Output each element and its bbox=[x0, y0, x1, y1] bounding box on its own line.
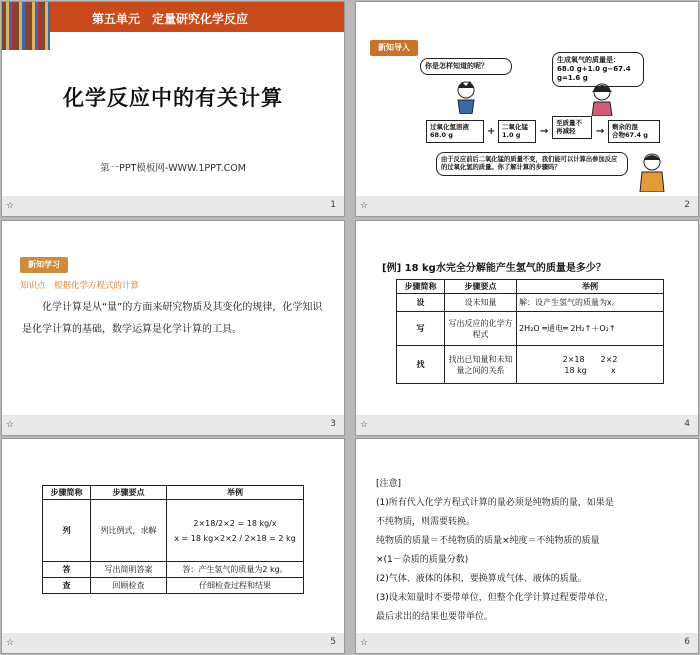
slide-number: 1 bbox=[330, 200, 336, 210]
plus-sign: + bbox=[487, 126, 496, 137]
slide-title: 化学反应中的有关计算 bbox=[63, 86, 283, 110]
box3-line1: 至质量不 bbox=[556, 119, 582, 127]
star-icon[interactable]: ☆ bbox=[360, 201, 369, 211]
slide-1-canvas bbox=[2, 2, 344, 196]
note-line: 最后求出的结果也要带单位。 bbox=[376, 612, 494, 622]
star-icon[interactable]: ☆ bbox=[360, 420, 369, 430]
table-header-row bbox=[43, 486, 304, 500]
header-cell: 步骤要点 bbox=[445, 280, 517, 294]
header-cell: 步骤简称 bbox=[43, 486, 91, 500]
table-row bbox=[43, 578, 304, 594]
slide-3-canvas bbox=[2, 221, 344, 415]
note-line: (3)设未知量时不要带单位，但整个化学计算过程要带单位， bbox=[376, 593, 614, 603]
steps-table bbox=[42, 485, 304, 594]
note-line: (1)所有代入化学方程式计算的量必须是纯物质的量，如果是 bbox=[376, 498, 614, 508]
relation-line-2: 18 kg x bbox=[564, 365, 616, 375]
student-right-figure bbox=[584, 82, 620, 116]
bubble-right-line-1: 生成氧气的质量是： bbox=[557, 56, 620, 64]
note-line: [注意] bbox=[376, 479, 402, 489]
slide-number: 6 bbox=[684, 637, 690, 647]
table-cell: 答：产生氢气的质量为2 kg。 bbox=[167, 562, 304, 578]
table-cell: 答 bbox=[43, 562, 91, 578]
star-icon[interactable]: ☆ bbox=[6, 638, 15, 648]
table-cell: 解：设产生氢气的质量为x。 bbox=[517, 294, 664, 312]
slide-footer bbox=[356, 415, 698, 435]
body-text: 化学计算是从“量”的方面来研究物质及其变化的规律，化学知识是化学计算的基础，数学运算是化学计算的工具。 bbox=[22, 302, 323, 335]
slide-5-canvas bbox=[2, 439, 344, 633]
remaining-mixture-box bbox=[608, 120, 660, 143]
table-cell: 列比例式，求解 bbox=[91, 500, 167, 562]
table-header-row bbox=[397, 280, 664, 294]
slide-thumbnail-4[interactable] bbox=[355, 220, 699, 436]
table-cell: 找 bbox=[397, 346, 445, 384]
slide-footer bbox=[356, 633, 698, 653]
slide-number: 2 bbox=[684, 200, 690, 210]
table-cell: 查 bbox=[43, 578, 91, 594]
table-cell: 写出反应的化学方程式 bbox=[445, 312, 517, 346]
box4-line2: 合物67.4 g bbox=[612, 131, 648, 140]
table-row bbox=[43, 562, 304, 578]
box2-line2: 1.0 g bbox=[502, 131, 521, 140]
table-cell: 回顾检查 bbox=[91, 578, 167, 594]
note-line: 纯物质的质量＝不纯物质的质量×纯度＝不纯物质的质量 bbox=[376, 536, 600, 546]
table-cell: 写出简明答案 bbox=[91, 562, 167, 578]
student-left-figure bbox=[448, 80, 484, 114]
note-line: ×(1－杂质的质量分数) bbox=[376, 555, 469, 565]
slide-thumbnail-1[interactable] bbox=[1, 1, 345, 217]
table-cell: 设未知量 bbox=[445, 294, 517, 312]
arrow-icon: → bbox=[540, 126, 549, 137]
solution-equation: x = 18 kg×2×2 / 2×18 = 2 kg bbox=[174, 533, 296, 543]
slide-6-canvas bbox=[356, 439, 698, 633]
knowledge-point-heading: 知识点 根据化学方程式的计算 bbox=[20, 281, 140, 291]
table-cell: 写 bbox=[397, 312, 445, 346]
slide-footer bbox=[2, 196, 344, 216]
slide-thumbnail-6[interactable] bbox=[355, 438, 699, 654]
table-cell: 设 bbox=[397, 294, 445, 312]
slide-subtitle: 第一PPT模板网-WWW.1PPT.COM bbox=[100, 163, 246, 174]
arrow-icon-2: → bbox=[596, 126, 605, 137]
proportion-equation: 2×18/2×2 = 18 kg/x bbox=[193, 518, 277, 528]
star-icon[interactable]: ☆ bbox=[6, 420, 15, 430]
slide-2-canvas bbox=[356, 2, 698, 196]
section-badge: 新知学习 bbox=[20, 257, 68, 273]
box1-line1: 过氧化氢溶液 bbox=[430, 123, 469, 131]
table-row bbox=[397, 312, 664, 346]
table-row bbox=[43, 500, 304, 562]
relation-line-1: 2×18 2×2 bbox=[562, 354, 618, 364]
table-cell: 找出已知量和未知量之间的关系 bbox=[445, 346, 517, 384]
slide-footer bbox=[356, 196, 698, 216]
steps-table bbox=[396, 279, 664, 384]
table-cell bbox=[517, 346, 664, 384]
box3-line2: 再减轻 bbox=[556, 127, 576, 136]
header-cell: 举例 bbox=[517, 280, 664, 294]
table-cell bbox=[167, 500, 304, 562]
table-row bbox=[397, 346, 664, 384]
table-cell: 仔细检查过程和结果 bbox=[167, 578, 304, 594]
header-cell: 举例 bbox=[167, 486, 304, 500]
speech-bubble-left: 你是怎样知道的呢？ bbox=[420, 58, 512, 75]
slide-footer bbox=[2, 415, 344, 435]
manganese-dioxide-box bbox=[498, 120, 536, 143]
box1-line2: 68.0 g bbox=[430, 131, 453, 140]
slide-number: 4 bbox=[684, 419, 690, 429]
box2-line1: 二氧化锰 bbox=[502, 123, 528, 131]
section-badge: 新知导入 bbox=[370, 40, 418, 56]
note-line: (2)气体、液体的体积，要换算成气体、液体的质量。 bbox=[376, 574, 587, 584]
star-icon[interactable]: ☆ bbox=[360, 638, 369, 648]
example-question: [例] 18 kg水完全分解能产生氢气的质量是多少？ bbox=[382, 263, 606, 274]
slide-thumbnail-5[interactable] bbox=[1, 438, 345, 654]
hydrogen-peroxide-box bbox=[426, 120, 484, 143]
table-row bbox=[397, 294, 664, 312]
slide-number: 3 bbox=[330, 419, 336, 429]
slide-thumbnail-2[interactable] bbox=[355, 1, 699, 217]
books-image bbox=[2, 2, 50, 50]
reaction-condition-box bbox=[552, 116, 592, 139]
note-line: 不纯物质，则需要转换。 bbox=[376, 517, 476, 527]
box4-line1: 剩余的混 bbox=[612, 123, 638, 131]
bubble-right-line-2: 68.0 g+1.0 g−67.4 g=1.6 g bbox=[557, 65, 631, 83]
slide-thumbnail-3[interactable] bbox=[1, 220, 345, 436]
speech-bubble-bottom: 由于反应前后二氧化锰的质量不变，我们能可以计算出参加反应的过氧化氢的质量。你了解计算的步骤吗？ bbox=[436, 152, 628, 176]
notes-text bbox=[376, 475, 686, 627]
slide-4-canvas bbox=[356, 221, 698, 415]
slide-footer bbox=[2, 633, 344, 653]
slide-number: 5 bbox=[330, 637, 336, 647]
teacher-figure bbox=[634, 152, 670, 192]
header-cell: 步骤简称 bbox=[397, 280, 445, 294]
table-cell: 2H₂O ═通电═ 2H₂↑＋O₂↑ bbox=[517, 312, 664, 346]
star-icon[interactable]: ☆ bbox=[6, 201, 15, 211]
unit-label: 第五单元 定量研究化学反应 bbox=[92, 12, 249, 26]
header-cell: 步骤要点 bbox=[91, 486, 167, 500]
table-cell: 列 bbox=[43, 500, 91, 562]
